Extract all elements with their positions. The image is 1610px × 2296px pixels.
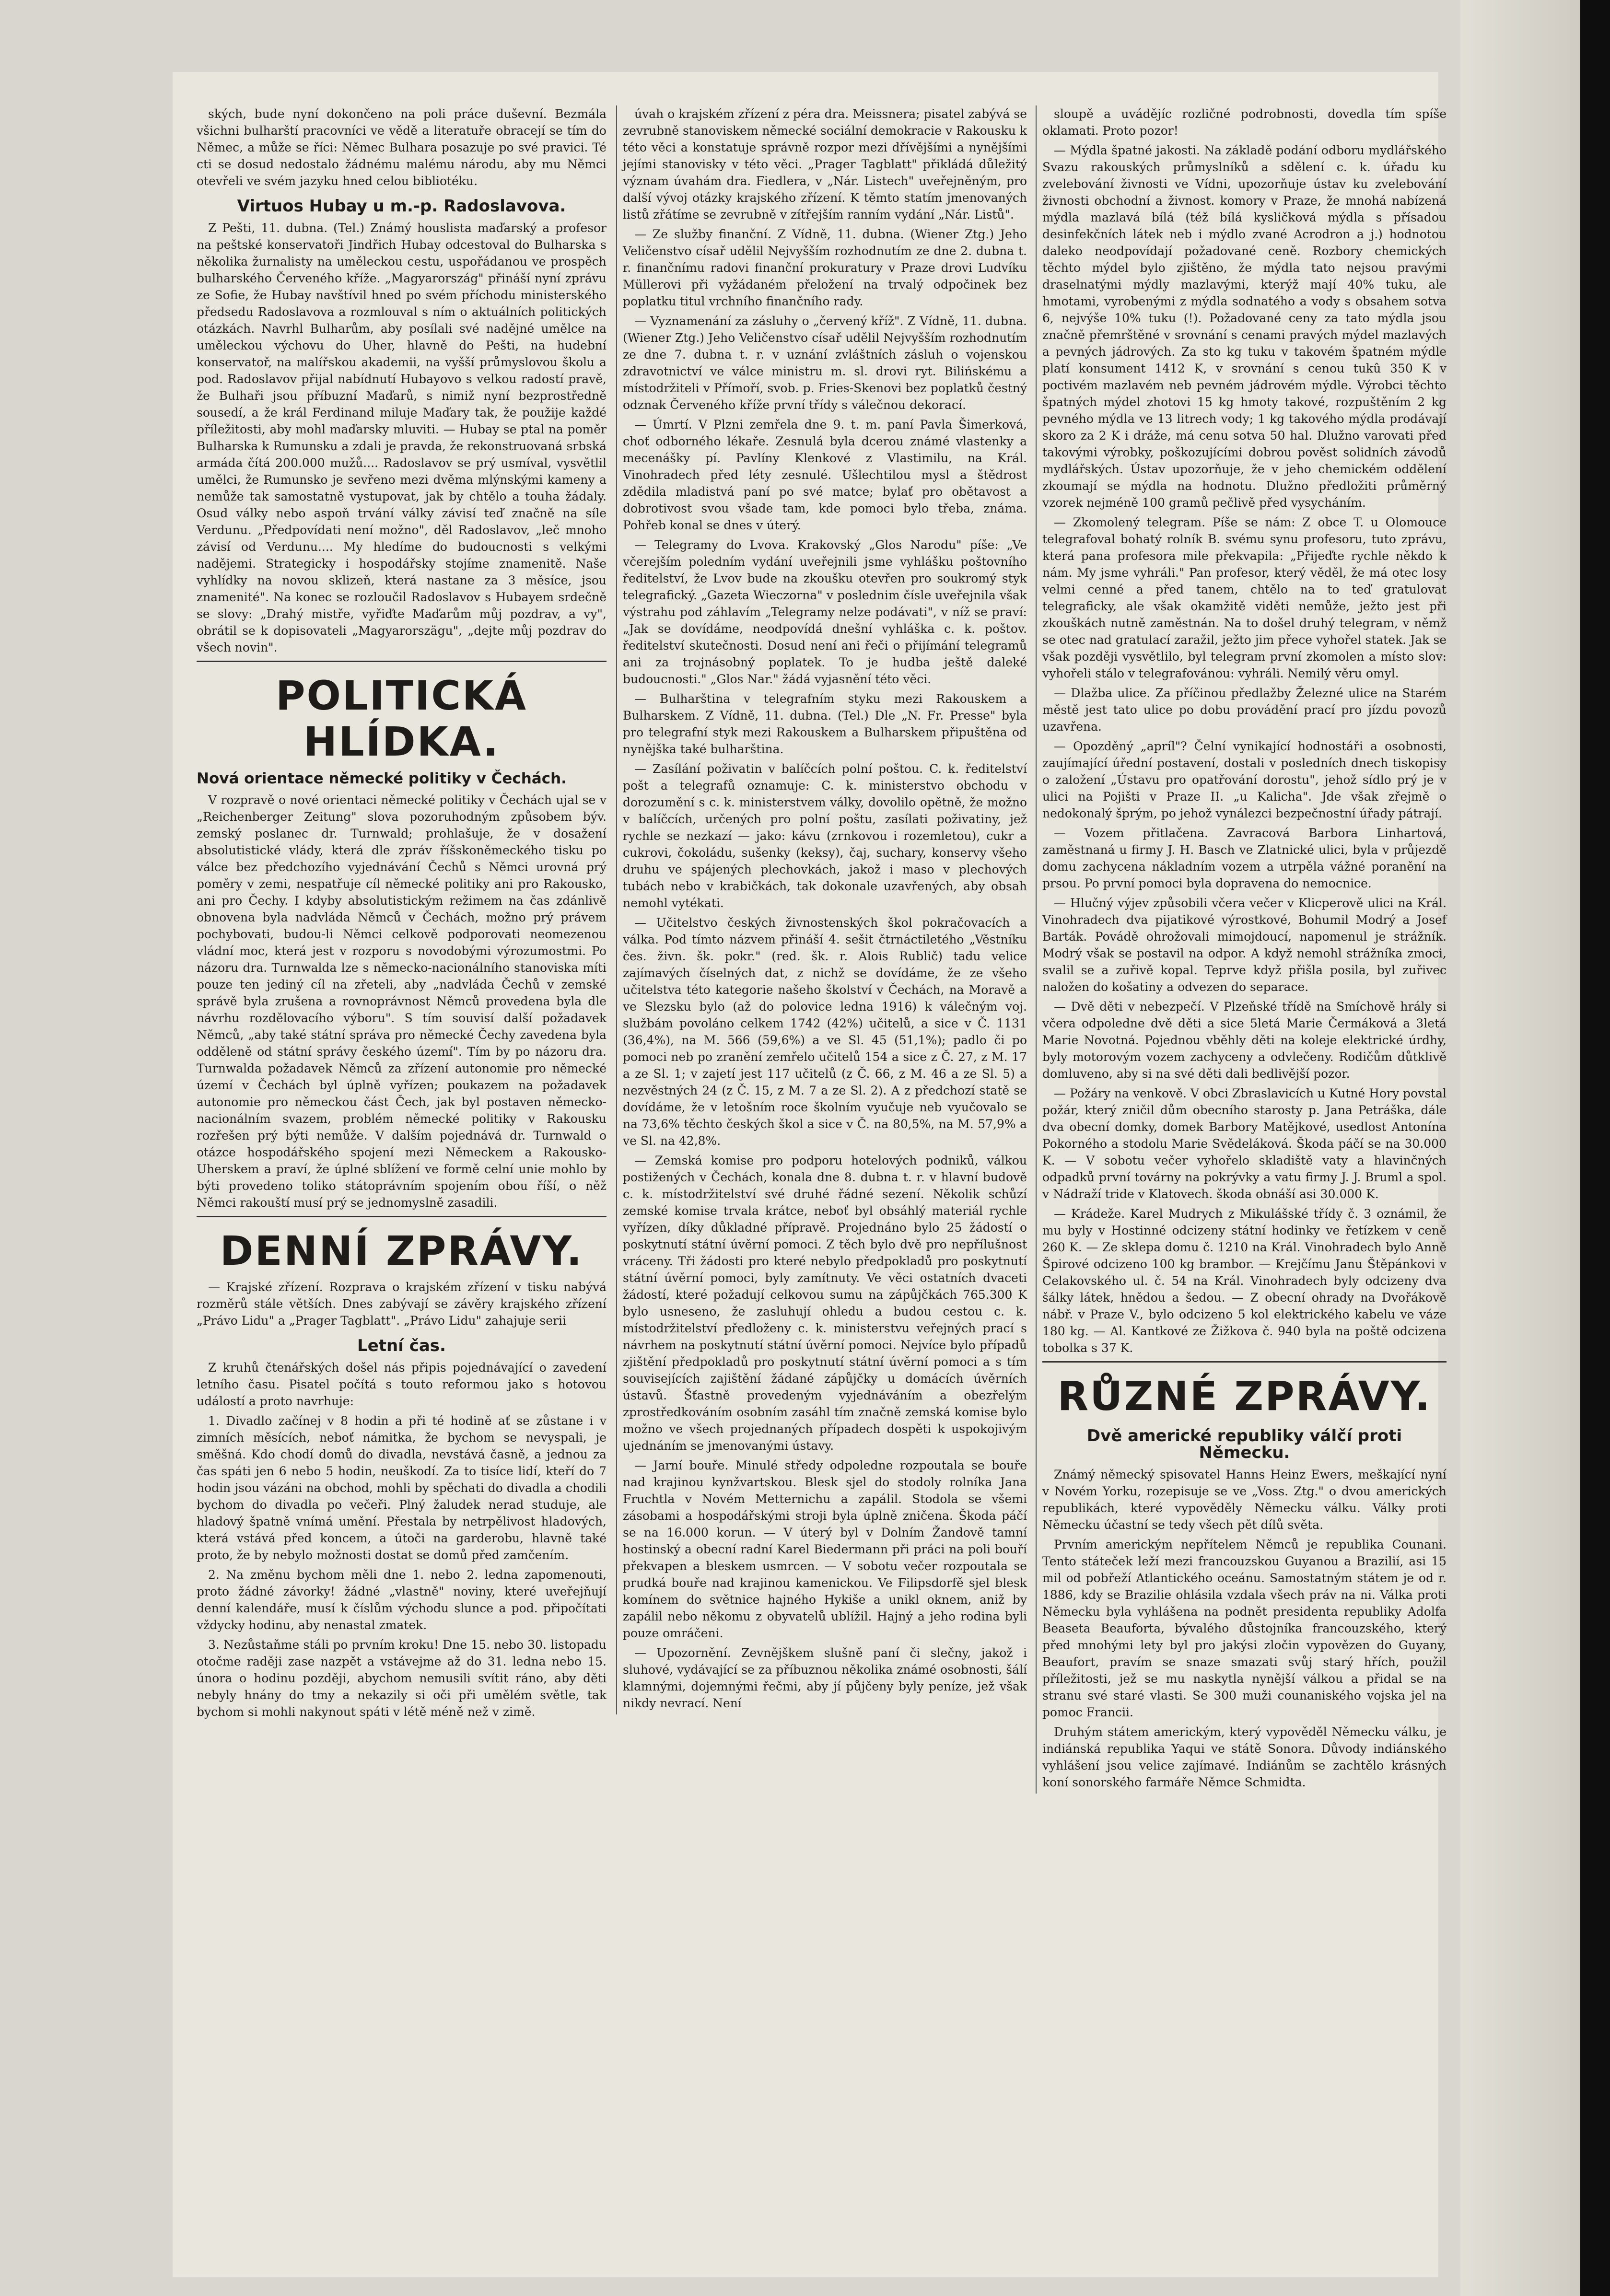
column-1 bbox=[197, 105, 607, 1723]
newspaper-page bbox=[173, 72, 1447, 2277]
section-daily: DENNÍ ZPRÁVY. bbox=[220, 1227, 583, 1274]
article-letni-2: 1. Divadlo začínej v 8 hodin a při té hodině ať se zůstane i v zimních měsících, neboť námitka, že bychom se nevyspali, je směšná. Kdo chodí domů do divadla, nevstává časně, a jednou za čas spáti jen 6 nebo 5 hodin, neuškodí. Za to tisíce lidí, kteří do 7 hodin jsou vázáni na obchod, mohli by spěchati do divadla a chodili bychom do divadla po večeři. Plný žaludek nerad studuje, ale hladový špatně vnímá umění. Přestala by netrpělivost hladových, která vstává před koncem, a útoči na garderobu, hlavně také proto, že by nebylo možnosti dostat se domů před zamčením. bbox=[197, 1414, 607, 1562]
article-finance: — Ze služby finanční. Z Vídně, 11. dubna. (Wiener Ztg.) Jeho Veličenstvo císař udělil Nejvyšším rozhodnutím ze dne 2. dubna t. r. finančnímu radovi finanční prokuratury v Praze drovi Ludvíku Müllerovi při vyžádaném přeložení na trvalý odpočinek bez poplatku titul vrchního finančního rady. bbox=[623, 227, 1027, 308]
article-disturbance: — Hlučný výjev způsobili včera večer v Klicperově ulici na Král. Vinohradech dva pijatikové výrostkové, Bohumil Modrý a Josef Barták. Povádě ohrožovali mimojdoucí, napomenul je strážník. Modrý však se postavil na odpor. A když nemohl strážníka zmoci, svalil se a zuřivě kopal. Teprve když přišla posila, byl zuřivec naložen do košatiny a odvezen do separace. bbox=[1042, 896, 1447, 994]
article-thefts: — Krádeže. Karel Mudrych z Mikulášské třídy č. 3 oznámil, že mu byly v Hostinné odcizeny státní hodinky ve řetízkem v ceně 260 K. — Ze sklepa domu č. 1210 na Král. Vinohradech bylo Anně Špirové odcizeno 100 kg brambor. — Krejčímu Janu Štěpánkovi v Celakovského ul. č. 54 na Král. Vinohradech byly odcizeny dva šálky látek, hnědou a šedou. — Z obecní ohrady na Dvořákově nábř. v Praze V., bylo odcizeno 5 kol elektrického kabelu ve váze 180 kg. — Al. Kantkové ze Žižkova č. 940 byla na poště odcizena tobolka s 37 K. bbox=[1042, 1207, 1447, 1355]
article-soap: — Mýdla špatné jakosti. Na základě podání odboru mydlářského Svazu rakouských průmyslníků a sdělení c. k. úřadu ku zvelebování živnosti ve Vídni, upozorňuje ústav ku zvelebování živnosti obchodní a živnost. komory v Praze, že mnohá nabízená mýdla mazlavá bílá (též bílá kysličková mýdla s přísadou desinfekčních látek neb i mýdlo zvané Acrodron a j.) hodnotou daleko neodpovídají požadované ceně. Rozbory chemických těchto mýdel bylo zjištěno, že mýdla tato nejsou pravými draselnatými mýdly mazlavými, kterýž mají 40% tuku, ale hmotami, vyrobenými z mýdla sodnatého a vody s obsahem sotva 6, nejvýše 10% tuku (!). Požadované ceny za tato mýdla jsou značně přemrštěné v srovnání s cenami pravých mýdel mazlavých a pevných jádrových. Za sto kg tuku v takovém špatném mýdle platí konsument 1412 K, v srovnání s cenou tukû 350 K v poctivém mazlavém neb pevném jádrovém mýdle. Výrobci těchto špatných mýdel zhotovi 15 kg hmoty takové, rozpuštěním 2 kg pevného mýdla ve 13 litrech vody; 1 kg takového mýdla prodávají skoro za 2 K i dráže, má cenu sotva 50 hal. Dlužno varovati před takovými výrobky, poškozujícími dobrou pověst solidních závodů mydlářských. Ústav upozorňuje, že v jeho chemickém oddělení zkoumají se mýdla na hodnotu. Dlužno předložiti průměrný vzorek nejméně 100 gramů pečlivě před vysycháním. bbox=[1042, 143, 1447, 510]
divider bbox=[1042, 1361, 1447, 1363]
article-red-cross: — Vyznamenání za zásluhy o „červený kříž". Z Vídně, 11. dubna. (Wiener Ztg.) Jeho Veličenstvo císař udělil Nejvyšším rozhodnutím ze dne 7. dubna t. r. v uznání zvláštních zásluh o vojenskou zdravotnictví ve válce ministru m. sl. drovi ryt. Bilińskému a místodržiteli v Přímoří, svob. p. Fries-Skenovi bez poplatků čestný odznak Červeného kříže první třídy s válečnou dekorací. bbox=[623, 314, 1027, 412]
column-3 bbox=[1036, 105, 1447, 1794]
article-bulgarian: — Bulharština v telegrafním styku mezi Rakouskem a Bulharskem. Z Vídně, 11. dubna. (Tel.) Dle „N. Fr. Presse" byla pro telegrafní styk mezi Rakouskem a Bulharskem připuštěna od nynějška také bulharština. bbox=[623, 692, 1027, 756]
article-warning: — Upozornění. Zevnějškem slušně paní či slečny, jakož i sluhové, vydávající se za příbuznou několika známé osobnosti, šálí klamnými, dojemnými řečmi, aby jí půjčeny byly peníze, jež však nikdy nevrací. Není bbox=[623, 1646, 1027, 1710]
headline-hubay: Virtuos Hubay u m.-p. Radoslavova. bbox=[237, 197, 566, 216]
article-lvov: — Telegramy do Lvova. Krakovský „Glos Narodu" píše: „Ve včerejším poledním vydání uveřejnili jsme vyhlášku poštovního ředitelství, že Lvov bude na zkoušku otevřen pro soukromý styk telegrafický. „Gazeta Wieczorna" v poslednim čísle uveřejnila však výstrahu pod záhlavím „Telegramy nelze podávati", v níž se praví: „Jak se dovídáme, neodpovídá dnešní vyhláška c. k. poštov. ředitelství skutečnosti. Dosud není ani řeči o přijímání telegramů ani za trojnásobný poplatek. To je hudba ještě daleké budoucnosti." „Glos Nar." žádá vyjasnění této věci. bbox=[623, 538, 1027, 686]
article-wagon: — Vozem přitlačena. Zavracová Barbora Linhartová, zaměstnaná u firmy J. H. Basch ve Zlatnické ulici, byla v průjezdě domu zachycena nákladním vozem a utrpěla vážné poranění na prsou. Po první pomoci byla dopravena do nemocnice. bbox=[1042, 826, 1447, 890]
article-hubay: Z Pešti, 11. dubna. (Tel.) Známý houslista maďarský a profesor na peštské konservatoři Jindřich Hubay odcestoval do Bulharska s několika žurnalisty na uměleckou cestu, uspořádanou ve prospěch bulharského Červeného kříže. „Magyarország" přináší nyní zprávu ze Sofie, že Hubay navštívil hned po svém příchodu ministerského předsedu Radoslavova a rozmlouval s ním o aktuálních politických otázkách. Navrhl Bulharům, aby posílali své nadějné umělce na uměleckou výchovu do Uher, hlavně do Pešti, na hudební konservatoř, na malířskou akademii, na vyšší průmyslovou školu a pod. Radoslavov přijal nabídnutí Hubayovo s velkou radostí pravě, že Bulhaři jsou příbuzní Maďarů, s nimiž nyní bezprostředně sousedí, a že král Ferdinand miluje Maďary tak, že použije každé příležitosti, aby mohl maďarsky mluviti. — Hubay se ptal na poměr Bulharska k Rumunsku a zdali je pravda, že rekonstruovaná srbská armáda čítá 200.000 mužů.... Radoslavov se prý usmíval, vysvětlil umělci, že Rumunsko je sevřeno mezi dvěma mlýnskými kameny a nemůže tak samostatně vystupovat, jak by chtělo a touha žádaly. Osud války nebo aspoň trvání války závisí teď značně na síle Verdunu. „Předpovídati není možno", děl Radoslavov, „leč mnoho závisí od Verdunu.... My hledíme do budoucnosti s velkými nadějemi. Strategicky i hospodářsky stojíme znamenitě. Naše vyhlídky na novou sklizeň, která nastane za 3 měsíce, jsou znamenité". Na konec se rozloučil Radoslavov s Hubayem srdečně se slovy: „Drahý mistře, vyřiďte Maďarům můj pozdrav, a vy", obrátil se k dopisovateli „Magyarorszägu", „dejte můj pozdrav do všech novin". bbox=[197, 221, 607, 654]
article-storm: — Jarní bouře. Minulé středy odpoledne rozpoutala se bouře nad krajinou kynžvartskou. Blesk sjel do stodoly rolníka Jana Fruchtla v Novém Metternichu a zapálil. Stodola se všemi zásobami a hospodářskými stroji byla úplně zničena. Škoda páčí se na 16.000 korun. — V úterý byl v Dolním Žandově tamní hostinský a obecní radní Karel Biedermann při práci na poli bouří překvapen a bleskem usmrcen. — V sobotu večer rozpoutala se prudká bouře nad krajinou kamenickou. Ve Filipsdorfě sjel blesk komínem do světnice hajného Hykiše a unikl oknem, aniž by zapálil nebo někomu z obyvatelů ublížil. Hajný a jeho rodina byli pouze omráčeni. bbox=[623, 1458, 1027, 1640]
article-krajske-cont: úvah o krajském zřízení z péra dra. Meissnera; pisatel zabývá se zevrubně stanoviskem německé sociální demokracie v Rakousku k této věci a konstatuje správně rozpor mezi dřívějšími a nynějšími jejími stanovisky v této věci. „Prager Tagblatt" přikládá důležitý význam úvahám dra. Fiedlera, v „Nár. Listech" uveřejněným, pro další vývoj otázky krajského zřízení. K těmto statím jmenovaných listů zřátíme se zevrubně v zítřejším ranním vydání „Nár. Listů". bbox=[623, 107, 1027, 221]
article-letni-4: 3. Nezůstaňme stáli po prvním kroku! Dne 15. nebo 30. listopadu otočme raději zase nazpět a vstávejme až do 31. ledna nebo 15. února o hodinu později, abychom nemusili svítit ráno, aby děti nebyly hnány do tmy a nekazily si oči při umělém světle, tak bychom si mohli nakynout spáti v létě méně než v zimě. bbox=[197, 1638, 607, 1719]
divider bbox=[197, 661, 607, 662]
article-usa-3: Druhým státem americkým, který vypověděl Německu válku, je indiánská republika Yaqui ve státě Sonora. Důvody indiánského vyhlášení jsou velice zajímavé. Indiánům se zachtělo krásných koní sonorského farmáře Němce Schmidta. bbox=[1042, 1725, 1447, 1789]
article-letni-3: 2. Na změnu bychom měli dne 1. nebo 2. ledna zapomenouti, proto žádné závorky! žádné „vlastně" noviny, které uveřejňují denní kalendáře, musí k číslům východu slunce a pod. připočítati vždycky hodinu, aby nenastal zmatek. bbox=[197, 1568, 607, 1632]
article-krajske: — Krajské zřízení. Rozprava o krajském zřízení v tisku nabývá rozměrů stále větších. Dnes zabývají se závěry krajského zřízení „Právo Lidu" a „Prager Tagblatt". „Právo Lidu" zahajuje serii bbox=[197, 1280, 607, 1328]
section-misc: RŮZNÉ ZPRÁVY. bbox=[1057, 1373, 1432, 1420]
article-continuation: ských, bude nyní dokončeno na poli práce duševní. Bezmála všichni bulharští pracovníci ve vědě a literatuře obracejí se tím do Němec, a může se říci: Němec Bulhara posazuje po své pravici. Té cti se dosud nedostalo žádnému malému národu, aby mu Němci otevřeli ve svém jazyku hned celou bibliotéku. bbox=[197, 107, 607, 188]
article-teachers: — Učitelstvo českých živnostenských škol pokračovacích a válka. Pod tímto názvem přináší 4. sešit čtrnáctiletého „Věstníku čes. živn. šk. pokr." (red. šk. r. Alois Rublič) tadu velice zajímavých číselných dat, z nichž se dovídáme, že ze všeho učitelstva této kategorie našeho školství v Čechách, na Moravě a ve Slezsku bylo (až do polovice ledna 1916) k válečným voj. službám povoláno celkem 1742 (42%) učitelů, a sice v Č. 1131 (36,4%), na M. 566 (59,6%) a ve Sl. 45 (51,1%); padlo či po pomoci neb po zranění zemřelo učitelů 154 a sice z Č. 27, z M. 17 a ze Sl. 1; v zajetí jest 117 učitelů (z Č. 66, z M. 46 a ze Sl. 5) a nezvěstných 24 (z Č. 15, z M. 7 a ze Sl. 2). A z předchozí statě se dovídáme, že v letošním roce školním vyučuje neb vyučovalo se na 73,6% těchto českých škol a sice v Č. na 80,5%, na M. 57,9% a ve Sl. na 42,8%. bbox=[623, 916, 1027, 1148]
page-edge-shadow bbox=[1460, 0, 1580, 2296]
article-letni-1: Z kruhů čtenářských došel nás připis pojednávající o zavedení letního času. Pisatel počítá s touto reformou jako s hotovou událostí a proto navrhuje: bbox=[197, 1361, 607, 1408]
article-telegram: — Zkomolený telegram. Píše se nám: Z obce T. u Olomouce telegrafoval bohatý rolník B. svému synu profesoru, tuto zprávu, která pana profesora mile překvapila: „Přijeďte rychle někdo k nám. My jsme vyhráli." Pan profesor, který věděl, že má otec losy velmi cenné a před tanem, chtělo na to teď gratulovat telegraficky, ale však okamžitě viděti nemůže, ježto jest při zkouškách nutně zaměstnán. Na to došel druhý telegram, v němž se otec nad gratulací zaražil, ježto jim přece vyhořel statek. Jak se však později vysvětlilo, byl telegram první zkomolen a místo slov: vyhořeli stálo v telegrafovánou: vyhráli. Nemilý věru omyl. bbox=[1042, 515, 1447, 680]
article-paving: — Dlažba ulice. Za příčinou předlažby Železné ulice na Starém městě jest tato ulice po dobu provádění prací pro jízdu povozů uzavřena. bbox=[1042, 686, 1447, 734]
article-hotels: — Zemská komise pro podporu hotelových podniků, válkou postižených v Čechách, konala dne 8. dubna t. r. v hlavní budově c. k. místodržitelství své druhé řádné sezení. Několik schůzí zemské komise trvala krátce, neboť byl obsáhlý materiál rychle vyřízen, díky důkladné přípravě. Projednáno bylo 25 žádostí o poskytnutí státní úvěrní pomoci. Z těch bylo dvě pro nepřílušnost vráceny. Tři žádosti pro které nebylo předpokladů pro poskytnutí státní úvěrní pomoci, byly zamítnuty. Ve věci ostatních dvaceti žádostí, které požadují celkovou sumu na zápůjčkách 765.300 K bylo usneseno, že zasluhují ohledu a budou cestou c. k. místodržitelství předloženy c. k. ministerstvu veřejných prací s návrhem na poskytnutí státní úvěrní pomoci. Nejvíce bylo případů zjištění předpokladů pro poskytnutí státní úvěrní pomoci a s tím souvisejících zajištění žádané zápůjčky u domácích úvěrních ústavů. Šťastně provedeným vyjednáváním a obezřelým zprostředkováním osobním zasáhl tím značně zemská komise bylo možno ve všech projednaných případech dospěti k uspokojivým ujednáním se jmenovanými ústavy. bbox=[623, 1154, 1027, 1453]
article-death: — Úmrtí. V Plzni zemřela dne 9. t. m. paní Pavla Šimerková, choť odborného lékaře. Zesnulá byla dcerou známé vlastenky a mecenášky pí. Pavlíny Klenkové z Vlastimilu, na Král. Vinohradech před léty zesnulé. Ušlechtilou mysl a štědrost zdědila mladistvá paní po své matce; bylať pro obětavost a dobrotivost svou všade tam, kde pomoci bylo třeba, známa. Pohřeb konal se dnes v úterý. bbox=[623, 418, 1027, 532]
article-field-post: — Zasílání poživatin v balíčcích polní poštou. C. k. ředitelství pošt a telegrafů oznamuje: C. k. ministerstvo obchodu v dorozumění s c. k. ministerstvem války, dovolilo opětně, že možno v balíčcích, určených pro polní poštu, zasílati poživatiny, jež rychle se nezkazí — jako: kávu (zrnkovou i rozemletou), cukr a cukrovi, čokoládu, sušenky (keksy), čaj, suchary, konservy všeho druhu ve spájených plechovkách, jakož i maso v plechových tubách nebo v krabičkách, tak dokonale uzavřených, aby obsah nemohl vytékati. bbox=[623, 762, 1027, 910]
article-children: — Dvě děti v nebezpečí. V Plzeňské třídě na Smíchově hrály si včera odpoledne dvě děti a sice 5letá Marie Čermáková a 3letá Marie Novotná. Pojednou vběhly děti na koleje elektrické úrdhy, byly motorovým vozem zachyceny a odvlečeny. Rodičům důtklivě domluveno, aby si na své děti dali bedlivější pozor. bbox=[1042, 1000, 1447, 1081]
article-usa-2: Prvním americkým nepřítelem Němců je republika Counani. Tento státeček leží mezi francouzskou Guyanou a Brazilií, asi 15 mil od pobřeží Atlantického oceánu. Samostatným státem je od r. 1886, kdy se Brazilie ohlásila vzdala všech práv na ni. Válka proti Německu byla vyhlášena na podnět presidenta republiky Adolfa Beaseta Beauforta, bývalého důstojníka francouzského, který před mnohými lety byl pro jakýsi zločin vypovězen do Guyany, Beaufort, pravím se snaze smazati svůj starý hřích, použil příležitosti, jež se mu naskytla nynější válkou a přidal se na stranu své staré vlasti. Se 300 muži counaniského vojska jel na pomoc Francii. bbox=[1042, 1538, 1447, 1719]
article-usa-1: Známý německý spisovatel Hanns Heinz Ewers, meškající nyní v Novém Yorku, rozepisuje se ve „Voss. Ztg." o dvou amerických republikách, které vypověděly Německu válku. Války proti Německu účastní se tedy všech pět dílů světa. bbox=[1042, 1468, 1447, 1532]
headline-letni: Letní čas. bbox=[357, 1336, 446, 1355]
article-orientation: V rozpravě o nové orientaci německé politiky v Čechách ujal se v „Reichenberger Zeitung" slova pozoruhodným způsobem býv. zemský poslanec dr. Turnwald; prohlašuje, že v dosažení absolutistické vlády, která dle zpráv říšskoněmeckého tisku po válce bez předchozího vyjednávání Čechů s Němci urovná prý poměry v zemi, nespatřuje cíl německé politiky ani pro Rakousko, ani pro Čechy. I kdyby absolutistickým režimem na čas zdánlivě obnovena byla nadvláda Němců v Čechách, možno prý právem pochybovati, budou-li Němci celkově podporovati neomezenou vládní moc, která jest v rozporu s novodobými výrozumostmi. Po názoru dra. Turnwalda lze s německo-nacionálního stanoviska míti pouze ten jediný cíl na zřeteli, aby „nadvláda Čechů v zemské správě byla zrušena a rovnoprávnost Němců provedena byla dle návrhu rozdělovacího výboru". S tím souvisí další požadavek Němců, „aby také státní správa pro německé Čechy zavedena byla odděleně od státní správy českého území". Tím by po názoru dra. Turnwalda požadavek Němců za zřízení autonomie pro německé území v Čechách byl úplně vyřízen; poukazem na požadavek autonomie pro německou část Čech, jak byl postaven německo-nacionálním svazem, problém německé politiky v Rakousku rozřešen prý býti nemůže. V dalším pojednává dr. Turnwald o otázce hospodářského spojení mezi Německem a Rakousko-Uherskem a praví, že úplné sblížení ve formě celní unie mohlo by býti provedeno toliko státoprávním spojením obou říší, o něž Němci rakouští musí prý se jednomyslně zasadili. bbox=[197, 793, 607, 1210]
article-warning-cont: sloupě a uvádějíc rozličné podrobnosti, dovedla tím spíše oklamati. Proto pozor! bbox=[1042, 107, 1447, 138]
binding-edge bbox=[1580, 0, 1610, 2296]
headline-orientation: Nová orientace německé politiky v Čechách. bbox=[197, 770, 567, 787]
column-2 bbox=[616, 105, 1027, 1714]
section-political: POLITICKÁ HLÍDKA. bbox=[275, 672, 528, 765]
article-fires: — Požáry na venkově. V obci Zbraslavicích u Kutné Hory povstal požár, který zničil dům obecního starosty p. Jana Petráška, dále dva obecní domky, domek Barbory Matějkové, usedlost Antonína Pokorného a stodolu Marie Svědeláková. Škoda páčí se na 30.000 K. — V sobotu večer vyhořelo skladiště vaty a hlavinčných odpadků první továrny na pokrývky a vatu firmy J. J. Bruml a spol. v Nádraží tride v Klatovech. škoda obnáší asi 30.000 K. bbox=[1042, 1086, 1447, 1201]
headline-usa: Dvě americké republiky válčí proti Německu. bbox=[1086, 1426, 1402, 1462]
article-april: — Opozděný „apríl"? Čelní vynikající hodnostáři a osobnosti, zaujímající úřední postavení, dostali v posledních dnech tiskopisy o založení „Ústavu pro opatřování dorostu", jehož sídlo prý je v ulici na Pojišti v Praze II. „u Kalicha". Jde však zřejmě o nedokonalý šprým, po jehož vynálezci bezpečnostní úřady pátrají. bbox=[1042, 739, 1447, 820]
divider bbox=[197, 1216, 607, 1217]
